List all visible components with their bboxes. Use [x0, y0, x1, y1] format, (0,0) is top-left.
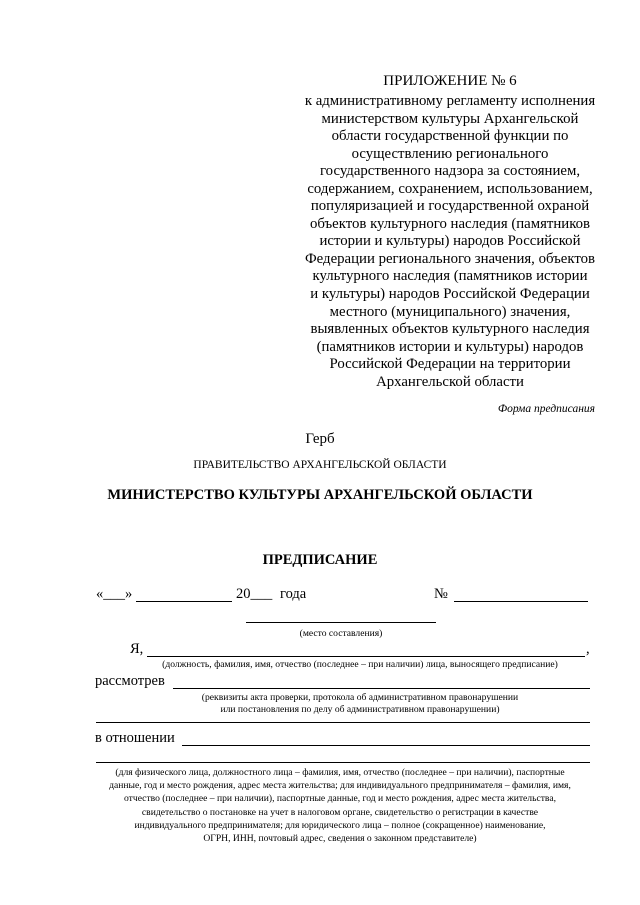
i-row-comma: ,	[586, 641, 590, 657]
appendix-line: культурного наследия (памятников истории	[312, 268, 588, 285]
reviewed-field-continuation[interactable]	[96, 722, 590, 723]
year-word: года	[280, 586, 307, 602]
subject-caption-line: свидетельство о постановке на учет в налоговом органе, свидетельство о регистрации в качестве	[141, 806, 539, 818]
reviewed-caption-1: (реквизиты акта проверки, протокола об административном правонарушении	[201, 692, 519, 703]
appendix-line: выявленных объектов культурного наследия	[310, 321, 590, 338]
ministry-name: МИНИСТЕРСТВО КУЛЬТУРЫ АРХАНГЕЛЬСКОЙ ОБЛАСТИ	[107, 487, 533, 503]
day-quote: «___»	[96, 586, 133, 602]
appendix-line: популяризацией и государственной охраной	[310, 198, 590, 215]
reviewed-caption-2: или постановления по делу об административном правонарушении)	[220, 704, 500, 715]
subject-caption-line: отчество (последнее – при наличии), паспортные данные, год и место рождения, адрес места жительства,	[124, 793, 556, 805]
regarding-field[interactable]	[182, 745, 590, 746]
place-field[interactable]	[246, 622, 436, 623]
form-note: Форма предписания	[497, 403, 595, 415]
subject-caption-line: данные, год и место рождения, адрес места жительства; для индивидуального предпринимателя – фамилия, имя,	[109, 780, 571, 792]
place-caption: (место составления)	[299, 628, 383, 639]
regarding-field-continuation[interactable]	[96, 762, 590, 763]
subject-caption-line: (для физического лица, должностного лица – фамилия, имя, отчество (последнее – при наличии), паспортные	[115, 767, 565, 778]
appendix-line: содержанием, сохранением, использованием,	[307, 180, 593, 197]
appendix-line: Российской Федерации на территории	[329, 356, 571, 373]
subject-caption-line: ОГРН, ИНН, почтовый адрес, сведения о законном представителе)	[203, 833, 477, 845]
appendix-line: (памятников истории и культуры) народов	[316, 338, 584, 355]
appendix-line: государственного надзора за состоянием,	[319, 163, 581, 180]
document-heading: ПРЕДПИСАНИЕ	[262, 552, 378, 568]
appendix-line: министерством культуры Архангельской	[321, 110, 579, 127]
government-name: ПРАВИТЕЛЬСТВО АРХАНГЕЛЬСКОЙ ОБЛАСТИ	[193, 459, 447, 471]
reviewed-field[interactable]	[173, 688, 590, 689]
i-label: Я,	[130, 641, 144, 657]
number-field[interactable]	[454, 601, 588, 602]
appendix-line: осуществлению регионального	[351, 145, 549, 162]
appendix-text	[250, 93, 640, 391]
emblem-label: Герб	[305, 431, 335, 447]
appendix-line: местного (муниципального) значения,	[329, 303, 571, 320]
appendix-line: к административному регламенту исполнения	[304, 93, 596, 109]
subject-caption-line: индивидуального предпринимателя; для юридического лица – полное (сокращенное) наименование,	[134, 819, 546, 831]
appendix-line: Архангельской области	[376, 373, 524, 390]
appendix-line: области государственной функции по	[331, 128, 569, 145]
appendix-line: объектов культурного наследия (памятников	[309, 215, 591, 232]
regarding-label: в отношении	[95, 730, 175, 746]
appendix-title: ПРИЛОЖЕНИЕ № 6	[383, 73, 517, 89]
month-field[interactable]	[136, 601, 232, 602]
appendix-line: истории и культуры) народов Российской	[319, 233, 581, 250]
official-caption: (должность, фамилия, имя, отчество (последнее – при наличии) лица, выносящего предписание)	[162, 659, 558, 670]
year-prefix: 20___	[236, 586, 273, 602]
appendix-line: и культуры) народов Российской Федерации	[310, 286, 590, 303]
reviewed-label: рассмотрев	[95, 673, 165, 689]
appendix-line: Федерации регионального значения, объектов	[304, 250, 595, 267]
subject-caption	[90, 766, 590, 845]
number-sign: №	[434, 586, 448, 602]
official-field[interactable]	[147, 656, 585, 657]
